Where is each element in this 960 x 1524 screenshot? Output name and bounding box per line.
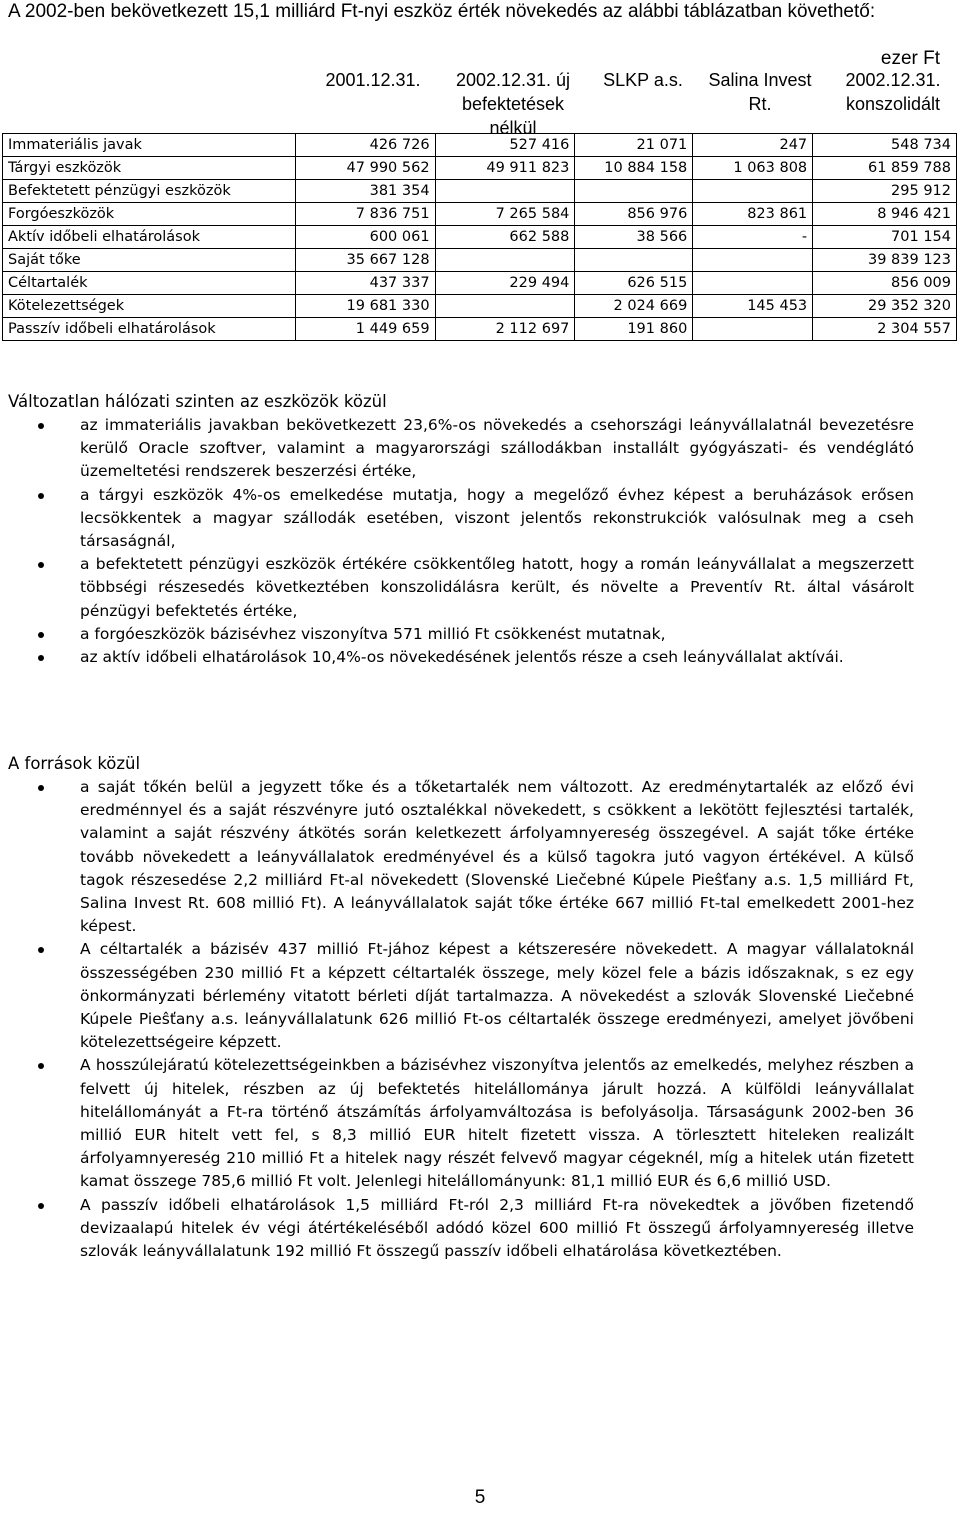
- unit-label: ezer Ft: [880, 48, 940, 69]
- table-cell: 2 304 557: [813, 318, 957, 341]
- table-row: [3, 226, 957, 249]
- table-row: [3, 157, 957, 180]
- table-cell: -: [693, 226, 813, 249]
- row-label: Befektetett pénzügyi eszközök: [3, 180, 296, 203]
- table-row: [3, 295, 957, 318]
- table-cell: [693, 249, 813, 272]
- column-header: 2002.12.31. új befektetések nélkül: [455, 70, 571, 138]
- table-cell: 295 912: [813, 180, 957, 203]
- row-label: Passzív időbeli elhatárolások: [3, 318, 296, 341]
- table-cell: 39 839 123: [813, 249, 957, 272]
- table-cell: 600 061: [295, 226, 435, 249]
- table-cell: 1 449 659: [295, 318, 435, 341]
- bullet-icon: [38, 655, 44, 661]
- section-heading: Változatlan hálózati szinten az eszközök közül: [8, 392, 387, 411]
- bullet-icon: [38, 785, 44, 791]
- bullet-icon: [38, 632, 44, 638]
- table-cell: 35 667 128: [295, 249, 435, 272]
- table-cell: 381 354: [295, 180, 435, 203]
- table-cell: 7 265 584: [435, 203, 575, 226]
- bullet-icon: [38, 1203, 44, 1209]
- column-header: 2002.12.31. konszolidált: [845, 70, 941, 114]
- list-item: A hosszúlejáratú kötelezettségeinkben a bázisévhez viszonyítva jelentős az emelkedés, melyhez részben a felvett új hitelek, részben az új befektetés hitelállománya járult hozzá. A külföldi leányvállalat hitelállományát a Ft-ra történő átszámítás árfolyamváltozása is befolyásolja. Társaságunk 2002-ben 36 millió EUR hitelt vett fel, s 8,3 millió EUR hitelt fizetett vissza. A törlesztett hiteleken realizált árfolyamnyereség 210 millió Ft a hitelek nagy részét felvevő magyar cégeknél, míg a hitelek után fizetett kamat összege 785,6 millió Ft volt. Jelenlegi hitelállományunk: 81,1 millió EUR és 6,6 millió USD.: [8, 1054, 914, 1193]
- table-row: [3, 134, 957, 157]
- bullet-list: [8, 414, 914, 669]
- bullet-icon: [38, 562, 44, 568]
- table-cell: 229 494: [435, 272, 575, 295]
- table-cell: 426 726: [295, 134, 435, 157]
- bullet-icon: [38, 947, 44, 953]
- table-cell: 21 071: [575, 134, 693, 157]
- table-row: [3, 318, 957, 341]
- list-item: A passzív időbeli elhatárolások 1,5 milliárd Ft-ról 2,3 milliárd Ft-ra növekedtek a jövőben fizetendő devizaalapú hitelek év végi átértékeléséből adódó közel 600 millió Ft összegű árfolyamnyereség illetve szlovák leányvállalatunk 192 millió Ft összegű passzív időbeli elhatárolása következtében.: [8, 1194, 914, 1264]
- list-item: az immateriális javakban bekövetkezett 23,6%-os növekedés a csehországi leányvállalatnál bevezetésre kerülő Oracle szoftver, valamint a magyarországi szállodákban installált gyógyászati- és vendéglátó üzemeltetési rendszerek beszerzési értéke,: [8, 414, 914, 484]
- table-cell: 856 976: [575, 203, 693, 226]
- page-number: 5: [474, 1487, 486, 1508]
- table-cell: [435, 249, 575, 272]
- table-cell: [693, 180, 813, 203]
- table-row: [3, 272, 957, 295]
- table-cell: 662 588: [435, 226, 575, 249]
- table-cell: 19 681 330: [295, 295, 435, 318]
- table-cell: 38 566: [575, 226, 693, 249]
- row-label: Tárgyi eszközök: [3, 157, 296, 180]
- bullet-icon: [38, 423, 44, 429]
- table-cell: 437 337: [295, 272, 435, 295]
- column-header: Salina Invest Rt.: [708, 70, 812, 114]
- table-cell: 47 990 562: [295, 157, 435, 180]
- table-cell: [575, 249, 693, 272]
- list-item: a saját tőkén belül a jegyzett tőke és a tőketartalék nem változott. Az eredménytartalék az előző évi eredménnyel és a saját részvényre jutó osztalékkal növekedett, s csökkent a lekötött fejlesztési tartalék, valamint a saját részvény átkötés során keletkezett árfolyamnyereség összegével. A saját tőke értéke tovább növekedett a leányvállalatok eredményével és a külső tagokra jutó vagyon értékével. A külső tagok részesedése 2,2 milliárd Ft-al növekedett (Slovenské Liečebné Kúpele Pieŝťany a.s. 1,5 milliárd Ft, Salina Invest Rt. 608 millió Ft). A leányvállalatok saját tőke értéke 667 millió Ft-tal emelkedett 2001-hez képest.: [8, 776, 914, 938]
- section-heading: A források közül: [8, 754, 141, 773]
- list-item: az aktív időbeli elhatárolások 10,4%-os növekedésének jelentős része a cseh leányvállalat aktívái.: [8, 646, 914, 669]
- table-cell: 626 515: [575, 272, 693, 295]
- table-cell: 548 734: [813, 134, 957, 157]
- table-cell: 191 860: [575, 318, 693, 341]
- intro-paragraph: A 2002-ben bekövetkezett 15,1 milliárd Ft-nyi eszköz érték növekedés az alábbi táblázatban követhető:: [8, 1, 876, 22]
- row-label: Immateriális javak: [3, 134, 296, 157]
- table-cell: 1 063 808: [693, 157, 813, 180]
- bullet-icon: [38, 1063, 44, 1069]
- table-cell: [435, 295, 575, 318]
- table-cell: 856 009: [813, 272, 957, 295]
- assets-section: [8, 390, 914, 669]
- table-cell: 29 352 320: [813, 295, 957, 318]
- table-cell: 145 453: [693, 295, 813, 318]
- table-cell: [693, 272, 813, 295]
- row-label: Saját tőke: [3, 249, 296, 272]
- table-row: [3, 180, 957, 203]
- table-row: [3, 249, 957, 272]
- table-cell: [575, 180, 693, 203]
- table-cell: 7 836 751: [295, 203, 435, 226]
- table-cell: 527 416: [435, 134, 575, 157]
- row-label: Kötelezettségek: [3, 295, 296, 318]
- list-item: a tárgyi eszközök 4%-os emelkedése mutatja, hogy a megelőző évhez képest a beruházások erősen lecsökkentek a magyar szállodák esetében, viszont jelentős rekonstrukciók valósulnak meg a cseh társaságnál,: [8, 484, 914, 554]
- row-label: Forgóeszközök: [3, 203, 296, 226]
- list-item: a befektetett pénzügyi eszközök értékére csökkentőleg hatott, hogy a román leányvállalat a megszerzett többségi részesedés következtében konszolidálásra került, és növelte a Preventív Rt. által vásárolt pénzügyi befektetés értéke,: [8, 553, 914, 623]
- list-item: a forgóeszközök bázisévhez viszonyítva 571 millió Ft csökkenést mutatnak,: [8, 623, 914, 646]
- table-cell: [693, 318, 813, 341]
- liabilities-section: [8, 752, 914, 1263]
- table-cell: 61 859 788: [813, 157, 957, 180]
- table-cell: 2 024 669: [575, 295, 693, 318]
- table-cell: 2 112 697: [435, 318, 575, 341]
- table-cell: 247: [693, 134, 813, 157]
- bullet-icon: [38, 493, 44, 499]
- table-cell: [435, 180, 575, 203]
- bullet-list: [8, 776, 914, 1263]
- column-header: 2001.12.31.: [325, 70, 421, 90]
- table-cell: 701 154: [813, 226, 957, 249]
- row-label: Aktív időbeli elhatárolások: [3, 226, 296, 249]
- list-item: A céltartalék a bázisév 437 millió Ft-jához képest a kétszeresére növekedett. A magyar vállalatoknál összességében 230 millió Ft a képzett céltartalék összege, mely közel fele a bázis időszaknak, s ez egy önkormányzati bérlemény vitatott bérleti díját tartalmazza. A növekedést a szlovák Slovenské Liečebné Kúpele Pieŝťany a.s. leányvállalatunk 626 millió Ft-os céltartalék összege eredményezi, amelyet jövőbeni kötelezettségeire képzett.: [8, 938, 914, 1054]
- table-cell: 10 884 158: [575, 157, 693, 180]
- table-cell: 8 946 421: [813, 203, 957, 226]
- row-label: Céltartalék: [3, 272, 296, 295]
- column-header: SLKP a.s.: [603, 70, 683, 90]
- balance-sheet-table: [2, 133, 957, 341]
- table-cell: 49 911 823: [435, 157, 575, 180]
- table-row: [3, 203, 957, 226]
- table-cell: 823 861: [693, 203, 813, 226]
